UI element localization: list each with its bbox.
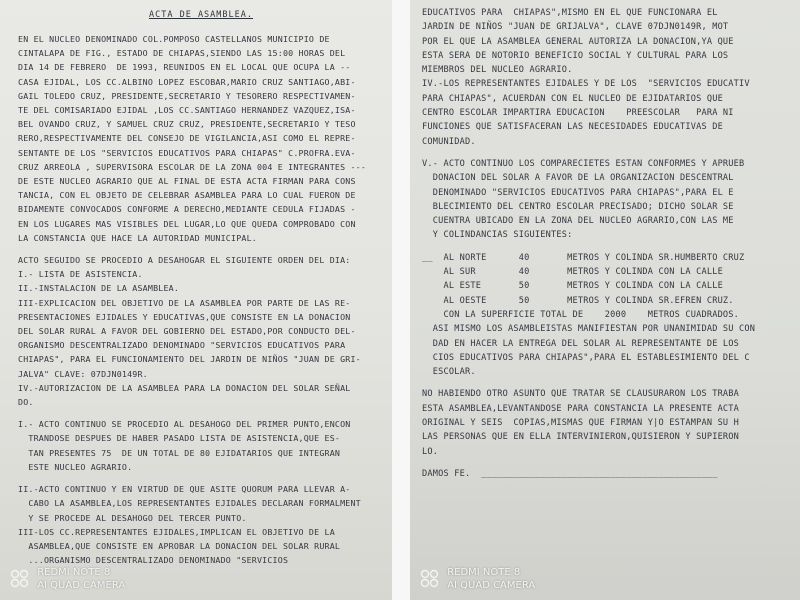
blank-line — [18, 474, 384, 482]
blank-line — [422, 243, 800, 251]
text-line: DE ESTE NUCLEO AGRARIO QUE AL FINAL DE ESTA ACTA FIRMAN PARA CONS — [18, 176, 356, 187]
text-line: III-LOS CC.REPRESENTANTES EJIDALES,IMPLICAN EL OBJETIVO DE LA — [18, 526, 335, 537]
text-line: ORGANISMO DESCENTRALIZADO DENOMINADO "SERVICIOS EDUCATIVOS PARA — [18, 340, 346, 351]
text-line: RERO,RESPECTIVAMENTE DEL CONSEJO DE VIGILANCIA,ASI COMO EL REPRE- — [18, 133, 356, 144]
text-line: ESTA SERA DE NOTORIO BENEFICIO SOCIAL Y CULTURAL PARA LOS — [422, 50, 729, 61]
text-line: POR EL QUE LA ASAMBLEA GENERAL AUTORIZA LA DONACION,YA QUE — [422, 36, 734, 47]
text-line: PRESENTACIONES EJIDALES Y EDUCATIVAS,QUE CONSISTE EN LA DONACION — [18, 311, 351, 322]
blank-line — [422, 459, 800, 467]
text-line: DO. — [18, 397, 34, 408]
text-line: LA CONSTANCIA QUE HACE LA AUTORIDAD MUNICIPAL. — [18, 232, 257, 243]
text-line: LO. — [422, 446, 439, 457]
text-line: TANCIA, CON EL OBJETO DE CELEBRAR ASAMBLEA PARA LO CUAL FUERON DE — [18, 190, 356, 201]
camera-logo-icon — [420, 569, 440, 589]
text-line: LAS PERSONAS QUE EN ELLA INTERVINIERON,QUISIERON Y SUPIERON — [422, 432, 740, 443]
camera-watermark-left — [10, 566, 125, 592]
text-line: JARDIN DE NIÑOS "JUAN DE GRIJALVA", CLAVE 07DJN0149R, MOT — [422, 22, 729, 33]
text-line: DIA 14 DE FEBRERO DE 1993, REUNIDOS EN EL LOCAL QUE OCUPA LA -- — [18, 62, 351, 73]
text-line: PARA CHIAPAS", ACUERDAN CON EL NUCLEO DE EJIDATARIOS QUE — [422, 93, 723, 104]
page-gap — [392, 0, 410, 600]
text-line: DAMOS FE. ____________________________________________ — [422, 468, 718, 479]
text-line: AL ESTE 50 METROS Y COLINDA CON LA CALLE — [422, 281, 723, 292]
text-line: I.- LISTA DE ASISTENCIA. — [18, 269, 143, 280]
text-line: CABO LA ASAMBLEA,LOS REPRESENTANTES EJIDALES DECLARAN FORMALMENT — [18, 498, 361, 509]
text-line: II.-ACTO CONTINUO Y EN VIRTUD DE QUE ASITE QUORUM PARA LLEVAR A- — [18, 484, 351, 495]
text-line: DONACION DEL SOLAR A FAVOR DE LA ORGANIZACION DESCENTRAL — [422, 173, 734, 184]
text-line: IV.-LOS REPRESENTANTES EJIDALES Y DE LOS "SERVICIOS EDUCATIV — [422, 79, 750, 90]
text-line: Y COLINDANCIAS SIGUIENTES: — [422, 230, 573, 241]
text-line: III-EXPLICACION DEL OBJETIVO DE LA ASAMBLEA POR PARTE DE LAS RE- — [18, 297, 351, 308]
text-line: EDUCATIVOS PARA CHIAPAS",MISMO EN EL QUE FUNCIONARA EL — [422, 8, 718, 18]
text-line: CHIAPAS", PARA EL FUNCIONAMIENTO DEL JARDIN DE NIÑOS "JUAN DE GRI- — [18, 354, 361, 365]
text-line: V.- ACTO CONTINUO LOS COMPARECIETES ESTAN CONFORMES Y APRUEB — [422, 158, 745, 169]
text-line: CON LA SUPERFICIE TOTAL DE 2000 METROS CUADRADOS. — [422, 309, 740, 320]
watermark-camera: AI QUAD CAMERA — [37, 580, 126, 591]
text-line: DAD EN HACER LA ENTREGA DEL SOLAR AL REPRESENTANTE DE LOS — [422, 338, 740, 349]
text-line: CRUZ ARREOLA , SUPERVISORA ESCOLAR DE LA ZONA 004 E INTEGRANTES --- — [18, 161, 367, 172]
text-line: ORIGINAL Y SEIS COPIAS,MISMAS QUE FIRMAN Y|O ESTAMPAN SU H — [422, 418, 740, 429]
text-line: CIOS EDUCATIVOS PARA CHIAPAS",PARA EL ESTABLESIMIENTO DEL C — [422, 352, 750, 363]
text-line: TE DEL COMISARIADO EJIDAL ,LOS CC.SANTIAGO HERNANDEZ VAZQUEZ,ISA- — [18, 105, 356, 116]
blank-line — [18, 245, 384, 253]
text-line: MIEMBROS DEL NUCLEO AGRARIO. — [422, 65, 573, 76]
text-line: Y SE PROCEDE AL DESAHOGO DEL TERCER PUNTO. — [18, 512, 247, 523]
right-page-body — [422, 6, 800, 481]
text-line: BLECIMIENTO DEL CENTRO ESCOLAR PRECISADO; DICHO SOLAR SE — [422, 201, 734, 212]
blank-line — [422, 379, 800, 387]
blank-line — [422, 149, 800, 157]
watermark-model: REDMI NOTE 8 — [37, 567, 111, 578]
text-line: CINTALAPA DE FIG., ESTADO DE CHIAPAS,SIENDO LAS 15:00 HORAS DEL — [18, 48, 346, 59]
text-line: ...ORGANISMO DESCENTRALIZADO DENOMINADO "SERVICIOS — [18, 555, 289, 566]
document-page-left — [0, 0, 392, 600]
text-line: AL OESTE 50 METROS Y COLINDA SR.EFREN CRUZ. — [422, 295, 734, 306]
text-line: IV.-AUTORIZACION DE LA ASAMBLEA PARA LA DONACION DEL SOLAR SEÑAL — [18, 382, 351, 393]
text-line: ACTO SEGUIDO SE PROCEDIO A DESAHOGAR EL SIGUIENTE ORDEN DEL DIA: — [18, 255, 351, 266]
text-line: TAN PRESENTES 75 DE UN TOTAL DE 80 EJIDATARIOS QUE INTEGRAN — [18, 447, 341, 458]
text-line: TRANDOSE DESPUES DE HABER PASADO LISTA DE ASISTENCIA,QUE ES- — [18, 433, 341, 444]
text-line: CASA EJIDAL, LOS CC.ALBINO LOPEZ ESCOBAR,MARIO CRUZ SANTIAGO,ABI- — [18, 76, 356, 87]
watermark-model: REDMI NOTE 8 — [447, 567, 521, 578]
left-page-body — [18, 32, 384, 567]
text-line: NO HABIENDO OTRO ASUNTO QUE TRATAR SE CLAUSURARON LOS TRABA — [422, 389, 740, 400]
text-line: CENTRO ESCOLAR IMPARTIRA EDUCACION PREESCOLAR PARA NI — [422, 108, 734, 119]
text-line: ESCOLAR. — [422, 367, 476, 378]
text-line: __ AL NORTE 40 METROS Y COLINDA SR.HUMBERTO CRUZ — [422, 252, 745, 263]
text-line: FUNCIONES QUE SATISFACERAN LAS NECESIDADES EDUCATIVAS DE — [422, 122, 723, 133]
document-title: ACTA DE ASAMBLEA. — [149, 10, 253, 20]
text-line: SENTANTE DE LOS "SERVICIOS EDUCATIVOS PARA CHIAPAS" C.PROFRA.EVA- — [18, 147, 356, 158]
text-line: BIDAMENTE CONVOCADOS CONFORME A DERECHO,MEDIANTE CEDULA FIJADAS - — [18, 204, 356, 215]
document-page-right — [410, 0, 800, 600]
text-line: ESTA ASAMBLEA,LEVANTANDOSE PARA CONSTANCIA LA PRESENTE ACTA — [422, 403, 740, 414]
text-line: AL SUR 40 METROS Y COLINDA CON LA CALLE — [422, 267, 723, 278]
text-line: DENOMINADO "SERVICIOS EDUCATIVOS PARA CHIAPAS",PARA EL E — [422, 187, 734, 198]
watermark-camera: AI QUAD CAMERA — [447, 580, 536, 591]
text-line: CUENTRA UBICADO EN LA ZONA DEL NUCLEO AGRARIO,CON LAS ME — [422, 216, 734, 227]
text-line: JALVA" CLAVE: 07DJN0149R. — [18, 368, 148, 379]
text-line: ASI MISMO LOS ASAMBLEISTAS MANIFIESTAN POR UNANIMIDAD SU CON — [422, 324, 756, 335]
text-line: ASAMBLEA,QUE CONSISTE EN APROBAR LA DONACION DEL SOLAR RURAL — [18, 540, 341, 551]
camera-watermark-right — [420, 566, 535, 592]
blank-line — [18, 409, 384, 417]
text-line: EN LOS LUGARES MAS VISIBLES DEL LUGAR,LO QUE QUEDA COMPROBADO CON — [18, 218, 356, 229]
text-line: EN EL NUCLEO DENOMINADO COL.POMPOSO CASTELLANOS MUNICIPIO DE — [18, 34, 330, 44]
text-line: GAIL TOLEDO CRUZ, PRESIDENTE,SECRETARIO Y TESORERO RESPECTIVAMEN- — [18, 90, 356, 101]
text-line: II.-INSTALACION DE LA ASAMBLEA. — [18, 283, 180, 294]
text-line: DEL SOLAR RURAL A FAVOR DEL GOBIERNO DEL ESTADO,POR CONDUCTO DEL- — [18, 326, 356, 337]
text-line: ESTE NUCLEO AGRARIO. — [18, 461, 133, 472]
text-line: I.- ACTO CONTINUO SE PROCEDIO AL DESAHOGO DEL PRIMER PUNTO,ENCON — [18, 419, 351, 430]
text-line: BEL OVANDO CRUZ, Y SAMUEL CRUZ CRUZ, PRESIDENTE,SECRETARIO Y TESO — [18, 119, 356, 130]
text-line: COMUNIDAD. — [422, 136, 476, 147]
camera-logo-icon — [10, 569, 30, 589]
